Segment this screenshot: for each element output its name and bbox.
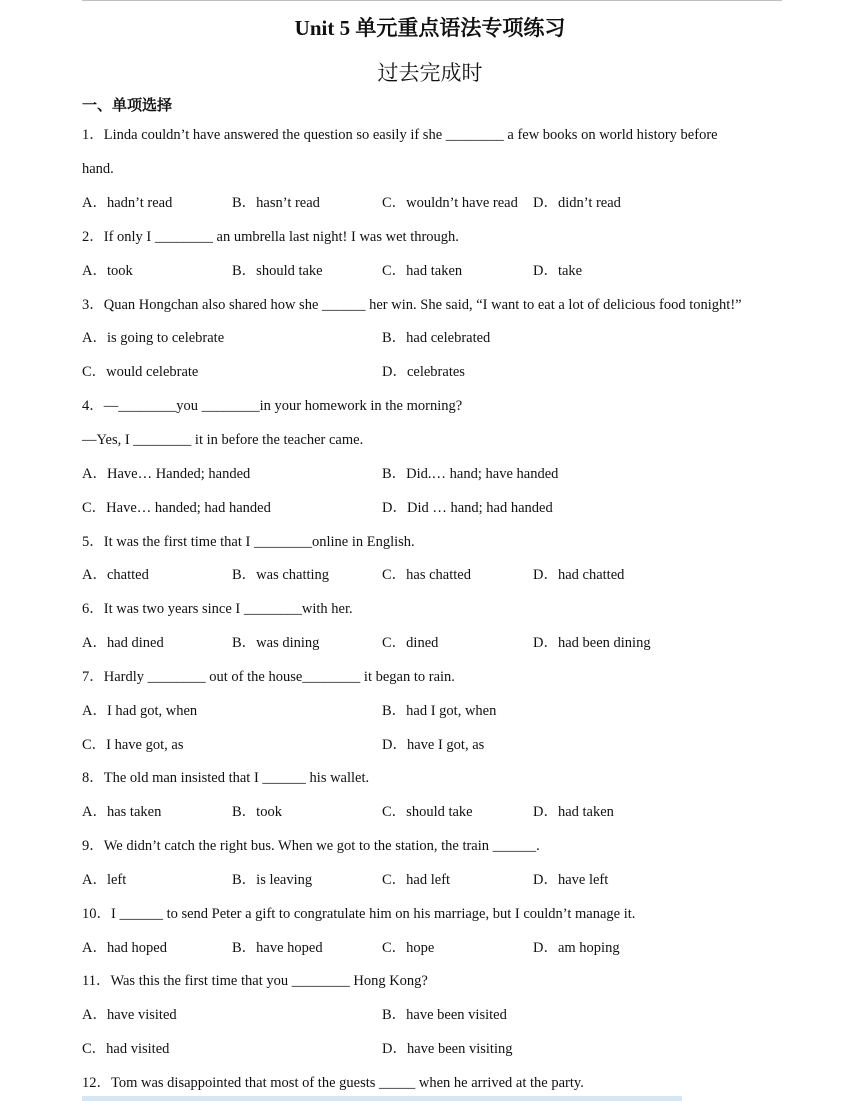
question-10-option-d: D．am hoping [533,940,620,956]
question-2-option-d: D．take [533,263,583,279]
question-9-option-a: A．left [82,872,127,888]
question-10-option-a: A．had hoped [82,940,167,956]
question-4-option-c: C．Have… handed; had handed [82,500,271,516]
question-2-option-c: C．had taken [382,263,463,279]
question-3-option-d: D．celebrates [382,364,465,380]
question-11-option-a: A．have visited [82,1007,177,1023]
question-1-line-2: hand. [82,161,114,177]
page-subtitle: 过去完成时 [377,61,483,85]
question-5-option-b: B．was chatting [232,567,330,583]
question-4-option-b: B．Did.… hand; have handed [382,466,559,482]
question-3-line-1: 3．Quan Hongchan also shared how she ______ her win. She said, “I want to eat a lot of delicious food tonight!” [82,297,742,313]
question-6-option-d: D．had been dining [533,635,651,651]
question-11-option-b: B．have been visited [382,1007,507,1023]
question-5-option-d: D．had chatted [533,567,625,583]
question-8-option-c: C．should take [382,804,473,820]
question-9-option-b: B．is leaving [232,872,313,888]
question-8-option-a: A．has taken [82,804,162,820]
question-3-option-a: A．is going to celebrate [82,330,225,346]
question-1-option-d: D．didn’t read [533,195,621,211]
question-9-option-d: D．have left [533,872,609,888]
question-12-line-1: 12．Tom was disappointed that most of the guests _____ when he arrived at the party. [82,1075,584,1091]
question-11-line-1: 11．Was this the first time that you ________ Hong Kong? [82,973,428,989]
question-7-option-c: C．I have got, as [82,737,184,753]
question-3-option-c: C．would celebrate [82,364,199,380]
question-2-line-1: 2．If only I ________ an umbrella last night! I was wet through. [82,229,459,245]
question-2-option-a: A．took [82,263,133,279]
question-1-option-a: A．hadn’t read [82,195,173,211]
question-6-line-1: 6．It was two years since I ________with her. [82,601,353,617]
bottom-decorative-bar [82,1096,682,1101]
question-10-line-1: 10．I ______ to send Peter a gift to congratulate him on his marriage, but I couldn’t manage it. [82,906,636,922]
question-11-option-c: C．had visited [82,1041,170,1057]
top-rule [82,0,782,1]
question-6-option-c: C．dined [382,635,439,651]
question-4-line-1: 4．—________you ________in your homework in the morning? [82,398,463,414]
question-4-line-2: —Yes, I ________ it in before the teacher came. [82,432,364,448]
question-3-option-b: B．had celebrated [382,330,491,346]
question-1-line-1: 1．Linda couldn’t have answered the question so easily if she ________ a few books on world history before [82,127,718,143]
question-7-line-1: 7．Hardly ________ out of the house________ it began to rain. [82,669,455,685]
question-5-option-c: C．has chatted [382,567,471,583]
question-5-option-a: A．chatted [82,567,149,583]
question-9-option-c: C．had left [382,872,451,888]
question-7-option-a: A．I had got, when [82,703,198,719]
question-4-option-a: A．Have… Handed; handed [82,466,251,482]
question-6-option-a: A．had dined [82,635,164,651]
question-6-option-b: B．was dining [232,635,320,651]
question-7-option-d: D．have I got, as [382,737,485,753]
question-8-option-d: D．had taken [533,804,614,820]
question-8-line-1: 8．The old man insisted that I ______ his wallet. [82,770,370,786]
page-title: Unit 5 单元重点语法专项练习 [294,16,566,40]
question-7-option-b: B．had I got, when [382,703,497,719]
question-5-line-1: 5．It was the first time that I ________online in English. [82,534,415,550]
question-1-option-c: C．wouldn’t have read [382,195,518,211]
question-4-option-d: D．Did … hand; had handed [382,500,553,516]
section-heading: 一、单项选择 [82,96,173,114]
question-11-option-d: D．have been visiting [382,1041,513,1057]
question-1-option-b: B．hasn’t read [232,195,320,211]
question-8-option-b: B．took [232,804,282,820]
question-2-option-b: B．should take [232,263,323,279]
question-10-option-c: C．hope [382,940,435,956]
question-9-line-1: 9．We didn’t catch the right bus. When we got to the station, the train ______. [82,838,540,854]
question-10-option-b: B．have hoped [232,940,323,956]
